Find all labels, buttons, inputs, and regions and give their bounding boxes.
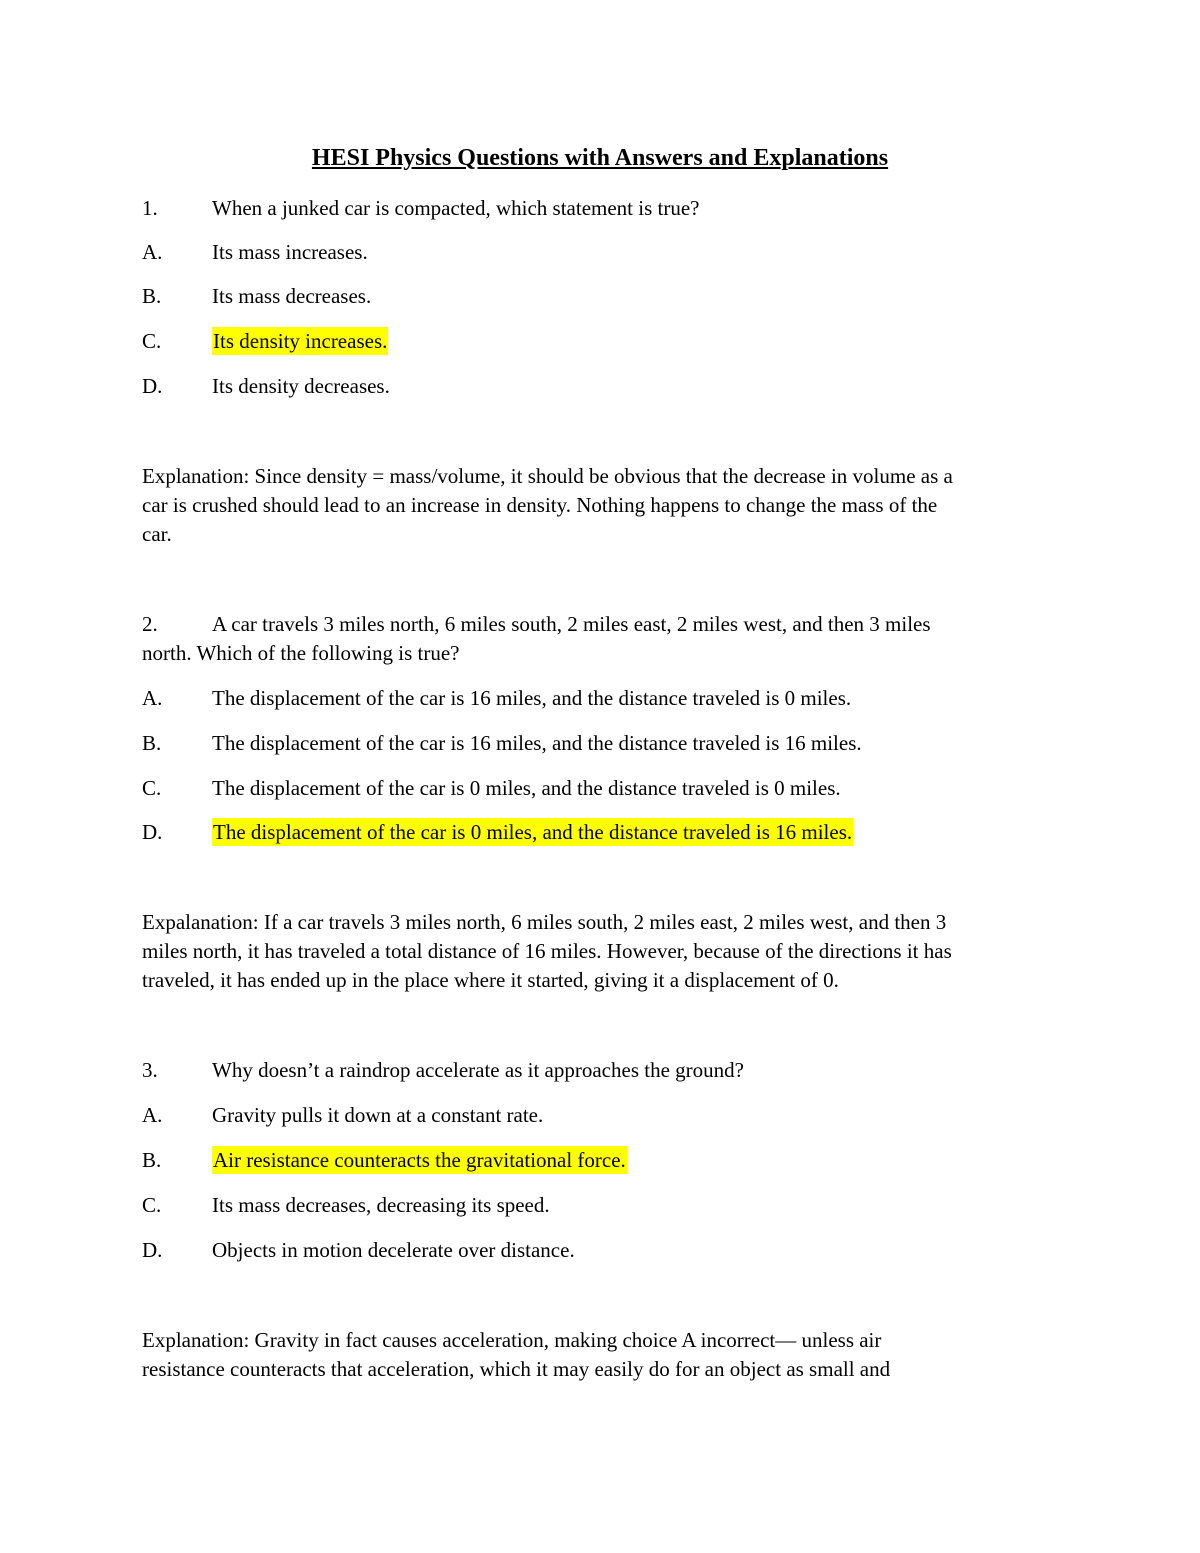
question-number: 3.	[142, 1058, 158, 1082]
option-text: Objects in motion decelerate over distance.	[212, 1238, 575, 1262]
option-text: The displacement of the car is 16 miles, and the distance traveled is 0 miles.	[212, 686, 852, 710]
explanation-line: miles north, it has traveled a total distance of 16 miles. However, because of the directions it has	[142, 939, 952, 963]
q2-explanation	[142, 908, 1062, 995]
question-text: When a junked car is compacted, which statement is true?	[212, 196, 700, 220]
explanation-line: Expalanation: If a car travels 3 miles north, 6 miles south, 2 miles east, 2 miles west, and then 3	[142, 910, 947, 934]
explanation-line: Explanation: Since density = mass/volume, it should be obvious that the decrease in volume as a	[142, 464, 953, 488]
explanation-line: Explanation: Gravity in fact causes acceleration, making choice A incorrect— unless air	[142, 1328, 882, 1352]
option-text: The displacement of the car is 0 miles, and the distance traveled is 0 miles.	[212, 776, 841, 800]
correct-answer-highlight: Its density increases.	[213, 329, 388, 353]
option-letter: D.	[142, 820, 163, 844]
document-title: HESI Physics Questions with Answers and Explanations	[311, 145, 889, 171]
option-letter: D.	[142, 1238, 163, 1262]
option-letter: B.	[142, 731, 162, 755]
option-text: Its mass decreases, decreasing its speed.	[212, 1193, 550, 1217]
option-letter: A.	[142, 240, 163, 264]
option-text: The displacement of the car is 16 miles, and the distance traveled is 16 miles.	[212, 731, 862, 755]
question-text: A car travels 3 miles north, 6 miles south, 2 miles east, 2 miles west, and then 3 miles	[212, 612, 931, 636]
question-2	[142, 610, 1062, 668]
explanation-line: car.	[142, 522, 172, 546]
explanation-line: car is crushed should lead to an increase in density. Nothing happens to change the mass of the	[142, 493, 938, 517]
option-text: Its density decreases.	[212, 374, 390, 398]
option-letter: A.	[142, 686, 163, 710]
option-letter: D.	[142, 374, 163, 398]
correct-answer-highlight: Air resistance counteracts the gravitational force.	[213, 1148, 626, 1172]
option-text: Its mass increases.	[212, 240, 368, 264]
option-text: Gravity pulls it down at a constant rate.	[212, 1103, 544, 1127]
option-letter: C.	[142, 329, 162, 353]
option-letter: B.	[142, 284, 162, 308]
correct-answer-highlight: The displacement of the car is 0 miles, and the distance traveled is 16 miles.	[213, 820, 853, 844]
explanation-line: resistance counteracts that acceleration, which it may easily do for an object as small and	[142, 1357, 891, 1381]
q1-explanation	[142, 462, 1062, 549]
question-text: Why doesn’t a raindrop accelerate as it approaches the ground?	[212, 1058, 744, 1082]
option-text: Its mass decreases.	[212, 284, 372, 308]
question-number: 2.	[142, 612, 158, 636]
option-letter: C.	[142, 1193, 162, 1217]
question-number: 1.	[142, 196, 158, 220]
option-letter: A.	[142, 1103, 163, 1127]
option-letter: C.	[142, 776, 162, 800]
q3-explanation	[142, 1326, 1062, 1384]
question-text-continued: north. Which of the following is true?	[142, 641, 460, 665]
option-letter: B.	[142, 1148, 162, 1172]
explanation-line: traveled, it has ended up in the place where it started, giving it a displacement of 0.	[142, 968, 839, 992]
